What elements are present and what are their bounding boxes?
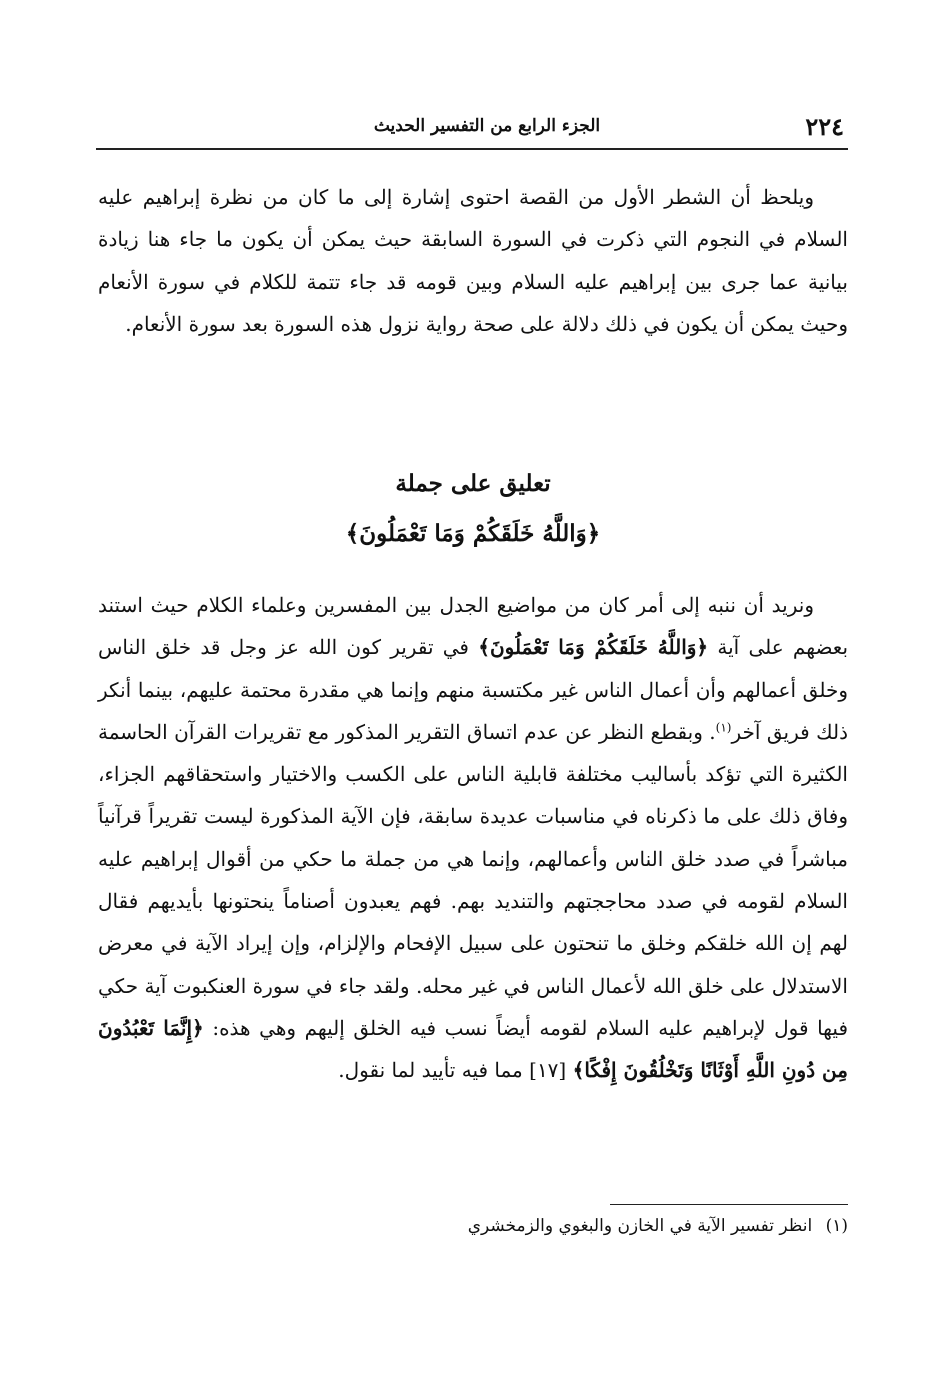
paragraph-2	[98, 584, 848, 1092]
section-heading: تعليق على جملة	[395, 470, 551, 497]
header-title: الجزء الرابع من التفسير الحديث	[373, 116, 601, 136]
footnote-divider	[610, 1204, 848, 1205]
footnote-marker: (١)	[825, 1216, 848, 1236]
footnote-reference: (١)	[715, 720, 732, 735]
paragraph-2-text	[98, 584, 848, 1092]
paragraph-1	[98, 176, 848, 345]
paragraph-2-part-2: في تقرير كون الله عز وجل قد خلق الناس وخلق أعمالهم وأن أعمال الناس غير مكتسبة منهم وإنما هي مقدرة محتمة عليهم، بينما أنكر ذلك فريق آخر	[98, 635, 849, 744]
footnote-text: انظر تفسير الآية في الخازن والبغوي والزمخشري	[467, 1216, 813, 1236]
page-number: ٢٢٤	[805, 112, 844, 141]
paragraph-2-part-1: ونريد أن ننبه إلى أمر كان من مواضيع الجدل بين المفسرين وعلماء الكلام حيث استند بعضهم على آية	[98, 593, 849, 660]
paragraph-1-text: ويلحظ أن الشطر الأول من القصة احتوى إشارة إلى ما كان من نظرة إبراهيم عليه السلام في النجوم التي ذكرت في السورة السابقة حيث يمكن أن يكون ما جاء هنا زيادة بيانية عما جرى بين إبراهيم عليه السلام وبين قومه قد جاء تتمة للكلام في سورة الأنعام وحيث يمكن أن يكون في ذلك دلالة على صحة رواية نزول هذه السورة بعد سورة الأنعام.	[98, 185, 848, 336]
paragraph-2-part-3: . وبقطع النظر عن عدم اتساق التقرير المذكور مع تقريرات القرآن الحاسمة الكثيرة التي تؤكد بأساليب مختلفة قابلية الناس على الكسب والاختيار واستحقاقهم الجزاء، وفاق ذلك على ما ذكرناه في مناسبات عديدة سابقة، فإن الآية المذكورة ليست تقريراً قرآنياً مباشراً في صدد خلق الناس وأعمالهم، وإنما هي من جملة ما حكي من أقوال إبراهيم عليه السلام لقومه في صدد محاججتهم والتنديد بهم. فهم يعبدون أصناماً ينحتونها بأيديهم فقال لهم إن الله خلقكم وخلق ما تنحتون على سبيل الإفحام والإلزام، وإن إيراد الآية في معرض الاستدلال على خلق الله لأعمال الناس في غير محله. ولقد جاء في سورة العنكبوت آية حكي فيها قول لإبراهيم عليه السلام لقومه أيضاً نسب فيه الخلق إليهم وهي هذه:	[98, 719, 849, 1040]
section-verse: ﴿وَاللَّهُ خَلَقَكُمْ وَمَا تَعْمَلُونَ﴾	[345, 520, 601, 547]
running-header	[96, 112, 848, 150]
quran-verse-2: ﴿إِنَّمَا تَعْبُدُونَ مِن دُونِ اللَّهِ أَوْثَانًا وَتَخْلُقُونَ إِفْكًا﴾	[98, 1015, 848, 1083]
footnote	[468, 1216, 848, 1236]
paragraph-2-part-4: مما فيه تأييد لما نقول.	[338, 1058, 523, 1083]
verse-2-reference: [١٧]	[529, 1058, 567, 1083]
quran-verse-1: ﴿وَاللَّهُ خَلَقَكُمْ وَمَا تَعْمَلُونَ﴾	[478, 635, 709, 660]
